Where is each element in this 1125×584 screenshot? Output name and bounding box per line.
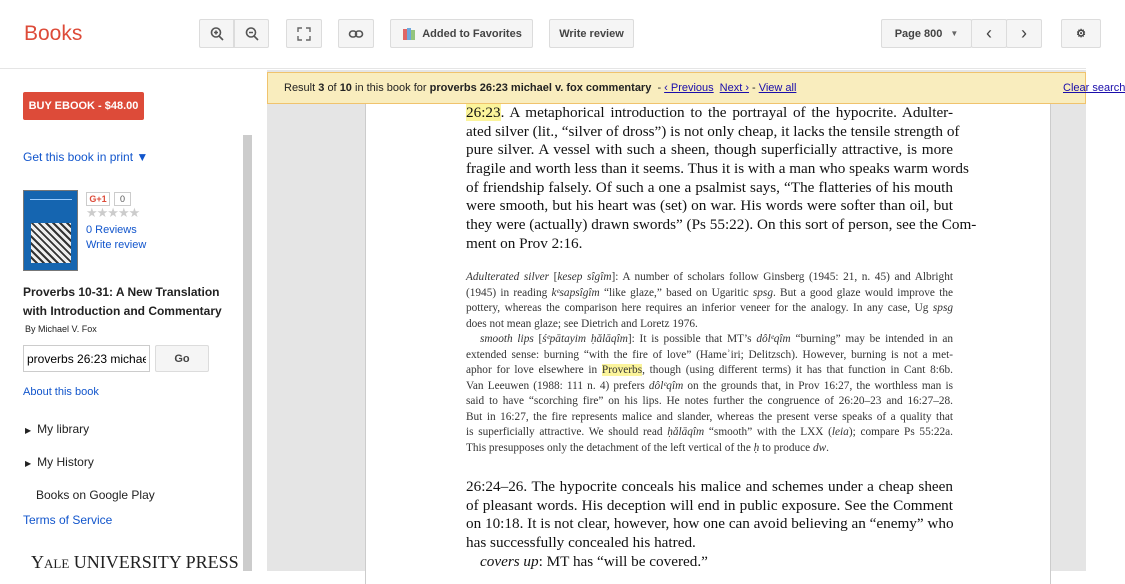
header — [0, 0, 1086, 69]
text-span: ); compare Ps 55:22a. — [848, 426, 953, 439]
text-span: ated silver (lit., “silver of dross”) is not only cheap, it lacks the tensile strength of — [466, 122, 960, 140]
text-span: aphor for love elsewhere in — [466, 364, 602, 377]
text-span: , though (using different terms) it has that function in Cant 8:6b. — [642, 364, 953, 377]
text-span: 26:24–26. The hypocrite conceals his malice and schemes under a cheap sheen — [466, 478, 953, 495]
text-line — [466, 301, 953, 317]
banner-text: Result — [284, 82, 316, 94]
text-span: . — [826, 442, 829, 455]
text-span: does not mean glaze; see Dietrich and Loretz 1976. — [466, 317, 698, 330]
page-select-label: Page 800 — [894, 27, 943, 40]
text-span: fragile and worth less than it seems. Thus it is with a man who speaks warm words — [466, 160, 969, 178]
text-span: But in 16:27, the fire represents malice and slander, whereas the present verse speaks of a quality that — [466, 410, 953, 423]
terms-link[interactable]: Terms of Service — [23, 513, 113, 527]
reviews-link[interactable]: 0 Reviews — [86, 224, 137, 236]
text-line — [466, 497, 953, 516]
text-line — [466, 425, 953, 441]
clear-search-link[interactable]: Clear search — [1063, 82, 1125, 94]
text-span: dw — [812, 442, 827, 455]
previous-result-link[interactable]: ‹ Previous — [664, 82, 714, 94]
fullscreen-icon — [296, 26, 312, 42]
text-line — [466, 379, 953, 395]
text-span: on 10:18. It is not clear, however, how one can avoid believing an “enemy” who — [466, 515, 954, 533]
banner-text: in this book for — [355, 82, 427, 94]
text-span: ment on Prov 2:16. — [466, 234, 583, 252]
text-line — [466, 478, 953, 497]
text-line — [466, 216, 977, 235]
triangle-right-icon: ▶ — [25, 459, 32, 468]
search-query: proverbs 26:23 michael v. fox commentary — [429, 82, 652, 94]
text-span: spsg — [932, 302, 953, 315]
search-result-banner — [267, 72, 1125, 104]
text-span: is superficially attractive. We should read — [466, 426, 668, 439]
text-line — [466, 122, 960, 142]
text-line — [466, 410, 953, 426]
text-line — [466, 363, 953, 379]
link-button[interactable] — [338, 19, 374, 48]
rating-stars[interactable]: ★★★★★ — [86, 205, 140, 220]
result-number: 3 — [318, 82, 325, 94]
book-title: Proverbs 10-31: A New Translation with Introduction and Commentary — [23, 285, 222, 318]
my-history-item[interactable] — [25, 455, 94, 469]
text-span: . But a good glaze would improve the — [772, 286, 953, 299]
my-history-label: My History — [37, 455, 94, 469]
chevron-left-icon: ‹ — [986, 23, 992, 43]
text-span: pure silver. A vessel with such a sheen, though superficially attractive, is more — [466, 141, 953, 159]
text-span: kesep sîgîm — [557, 271, 612, 283]
text-span: ḥ — [753, 442, 760, 455]
text-span: pottery, whereas the comparison here requires an inferior veneer for the analogy. In any case, Ug — [466, 302, 933, 315]
get-print-link[interactable]: Get this book in print ▼ — [23, 150, 149, 164]
zoom-out-icon — [244, 26, 260, 42]
google-plus-button[interactable]: G+1 — [86, 192, 110, 206]
text-line — [466, 317, 953, 333]
page-select[interactable] — [881, 19, 972, 48]
text-span: “smooth” with the LXX ( — [704, 426, 832, 439]
google-play-link[interactable]: Books on Google Play — [36, 488, 155, 502]
settings-button[interactable] — [1061, 19, 1101, 48]
sidebar-scrollbar[interactable] — [243, 135, 252, 571]
favorites-label: Added to Favorites — [422, 27, 522, 40]
book-viewer — [267, 70, 1125, 571]
text-span: kᵉsapsîgîm — [551, 286, 600, 299]
favorites-button[interactable] — [390, 19, 533, 48]
sidebar — [0, 70, 267, 571]
triangle-right-icon: ▶ — [25, 426, 32, 435]
textual-notes — [466, 270, 953, 457]
text-line — [466, 441, 953, 457]
book-page — [365, 104, 1051, 584]
text-span: “burning” may be intended in an — [790, 333, 954, 346]
text-span: to produce — [759, 442, 813, 455]
text-line — [466, 394, 953, 410]
text-span: they were (actually) drawn swords” (Ps 55:22). On this sort of person, see the Com- — [466, 216, 977, 234]
cover-illustration — [31, 223, 71, 263]
link-icon — [348, 26, 364, 42]
book-author: By Michael V. Fox — [25, 324, 97, 334]
text-span: [ — [549, 271, 558, 283]
publisher-logo: Yale UNIVERSITY PRESS — [31, 552, 239, 572]
text-line — [466, 332, 953, 348]
paragraph-26-24 — [466, 478, 953, 571]
text-span: This presupposes only the detachment of the left vertical of the — [466, 442, 754, 455]
text-span: ]: A number of scholars follow Ginsberg (1945: 21, n. 45) and Albright — [611, 271, 953, 283]
text-span: were smooth, but his heart was (set) on war. His words were softer than oil, but — [466, 197, 953, 215]
dropdown-arrow-icon: ▼ — [950, 29, 959, 38]
zoom-in-icon — [209, 26, 225, 42]
text-line — [466, 197, 953, 216]
write-review-link[interactable]: Write review — [86, 239, 147, 251]
text-line — [466, 286, 953, 302]
text-span: . A metaphorical introduction to the portrayal of the hypocrite. Adulter- — [500, 104, 953, 121]
text-span: ḥălāqîm — [667, 426, 705, 439]
separator: - — [657, 82, 662, 94]
text-line — [466, 235, 953, 254]
zoom-in-button[interactable] — [199, 19, 234, 48]
books-logo[interactable]: Books — [24, 22, 83, 45]
text-span: of friendship falsely. Of such a one a psalmist says, “The flatteries of his mouth — [466, 178, 953, 196]
about-book-link[interactable]: About this book — [23, 386, 99, 398]
text-span: Adulterated silver — [466, 271, 550, 283]
write-review-button[interactable]: Write review — [549, 19, 634, 48]
text-span: covers up — [480, 552, 539, 570]
books-favorites-icon — [401, 26, 417, 42]
text-span: said to have “scorching fire” on his lips. He notes further the congruence of 26:20–23 and 16:27–28. — [466, 395, 953, 408]
buy-ebook-button[interactable]: BUY EBOOK - $48.00 — [23, 92, 144, 120]
my-library-label: My library — [37, 422, 90, 436]
next-page-button[interactable] — [1006, 19, 1042, 48]
banner-text: of — [327, 82, 337, 94]
next-result-link[interactable]: Next › — [719, 82, 750, 94]
search-in-book-input[interactable] — [23, 345, 150, 372]
text-line — [466, 553, 953, 572]
text-line — [466, 348, 953, 364]
text-span: extended sense: burning “with the fire of love” (Hameʾiri; Delitzsch). However, burning is not a met- — [466, 348, 953, 361]
text-span: has successfully concealed his hatred. — [466, 534, 696, 552]
text-span: “like glaze,” based on Ugaritic — [599, 286, 753, 299]
text-span: (1945) in reading — [466, 286, 552, 299]
text-line — [466, 104, 953, 123]
search-highlight: 26:23 — [466, 104, 501, 121]
gear-icon: ⚙ — [1076, 28, 1086, 40]
separator: - — [752, 82, 756, 94]
text-line — [466, 515, 953, 534]
book-cover[interactable] — [23, 190, 78, 271]
text-span: on the grounds that, in Prov 16:27, the worthless man is — [683, 379, 953, 392]
result-total: 10 — [339, 82, 352, 94]
text-line — [466, 160, 969, 179]
text-span: : MT has “will be covered.” — [538, 552, 708, 570]
text-span: śᵉpātayim ḥălāqîm — [542, 333, 628, 346]
text-span: dôlᵉqîm — [756, 333, 791, 346]
previous-page-button[interactable] — [971, 19, 1007, 48]
paragraph-26-23 — [466, 104, 977, 254]
text-span: spsg — [752, 286, 773, 299]
search-highlight: Proverbs — [601, 364, 643, 377]
text-span: leia — [831, 426, 849, 439]
text-line — [466, 534, 953, 553]
text-span: [ — [533, 333, 543, 346]
text-span: ]: It is possible that MT’s — [627, 333, 757, 346]
text-span: smooth lips — [480, 333, 534, 346]
fullscreen-button[interactable] — [286, 19, 322, 48]
text-span: of pleasant words. His deception will end in public exposure. See the Comment — [466, 496, 953, 514]
plus-count: 0 — [114, 192, 131, 206]
go-button[interactable]: Go — [155, 345, 209, 372]
chevron-right-icon: › — [1021, 23, 1027, 43]
text-span: dôlᵉqîm — [648, 379, 684, 392]
my-library-item[interactable] — [25, 422, 89, 436]
view-all-link[interactable]: View all — [758, 82, 797, 94]
text-span: Van Leeuwen (1988: 111 n. 4) prefers — [466, 379, 649, 392]
text-line — [466, 179, 953, 198]
text-line — [466, 141, 953, 160]
text-line — [466, 270, 953, 286]
zoom-out-button[interactable] — [234, 19, 269, 48]
